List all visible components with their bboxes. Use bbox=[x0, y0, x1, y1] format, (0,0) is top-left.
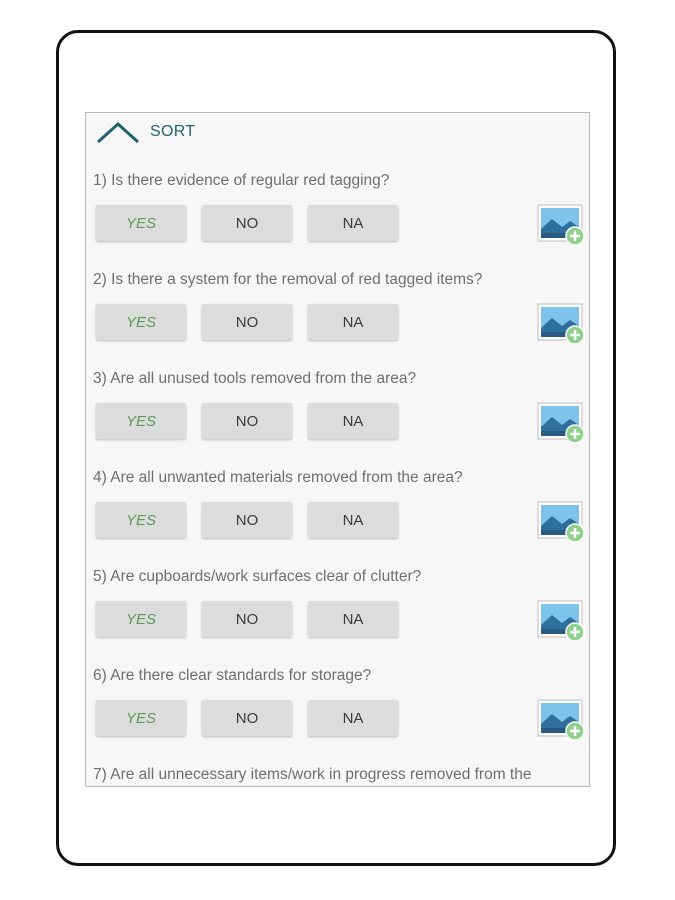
yes-button[interactable]: YES bbox=[96, 205, 186, 241]
add-photo-icon bbox=[536, 599, 586, 643]
question-text: 2) Is there a system for the removal of red tagged items? bbox=[93, 271, 483, 288]
add-photo-icon bbox=[536, 302, 586, 346]
question-text: 1) Is there evidence of regular red tagging? bbox=[93, 172, 390, 189]
yes-button[interactable]: YES bbox=[96, 502, 186, 538]
question-text: 5) Are cupboards/work surfaces clear of clutter? bbox=[93, 568, 422, 585]
add-photo-button[interactable] bbox=[536, 401, 586, 445]
na-button[interactable]: NA bbox=[308, 601, 398, 637]
section-title: SORT bbox=[150, 123, 196, 140]
no-button[interactable]: NO bbox=[202, 502, 292, 538]
na-button[interactable]: NA bbox=[308, 502, 398, 538]
question-text: 3) Are all unused tools removed from the area? bbox=[93, 370, 417, 387]
add-photo-button[interactable] bbox=[536, 500, 586, 544]
chevron-up-icon bbox=[96, 118, 140, 146]
add-photo-icon bbox=[536, 401, 586, 445]
question-item bbox=[86, 765, 590, 787]
add-photo-button[interactable] bbox=[536, 302, 586, 346]
add-photo-button[interactable] bbox=[536, 203, 586, 247]
yes-button[interactable]: YES bbox=[96, 700, 186, 736]
na-button[interactable]: NA bbox=[308, 700, 398, 736]
add-photo-button[interactable] bbox=[536, 698, 586, 742]
no-button[interactable]: NO bbox=[202, 601, 292, 637]
na-button[interactable]: NA bbox=[308, 403, 398, 439]
na-button[interactable]: NA bbox=[308, 304, 398, 340]
no-button[interactable]: NO bbox=[202, 403, 292, 439]
add-photo-button[interactable] bbox=[536, 599, 586, 643]
add-photo-icon bbox=[536, 500, 586, 544]
add-photo-icon bbox=[536, 698, 586, 742]
add-photo-icon bbox=[536, 203, 586, 247]
yes-button[interactable]: YES bbox=[96, 304, 186, 340]
question-text: 7) Are all unnecessary items/work in progress removed from the bbox=[93, 766, 532, 783]
no-button[interactable]: NO bbox=[202, 700, 292, 736]
question-text: 6) Are there clear standards for storage? bbox=[93, 667, 372, 684]
no-button[interactable]: NO bbox=[202, 205, 292, 241]
section-header-sort[interactable] bbox=[96, 117, 195, 147]
no-button[interactable]: NO bbox=[202, 304, 292, 340]
yes-button[interactable]: YES bbox=[96, 601, 186, 637]
question-text: 4) Are all unwanted materials removed from the area? bbox=[93, 469, 463, 486]
checklist-screen bbox=[85, 112, 590, 787]
yes-button[interactable]: YES bbox=[96, 403, 186, 439]
na-button[interactable]: NA bbox=[308, 205, 398, 241]
